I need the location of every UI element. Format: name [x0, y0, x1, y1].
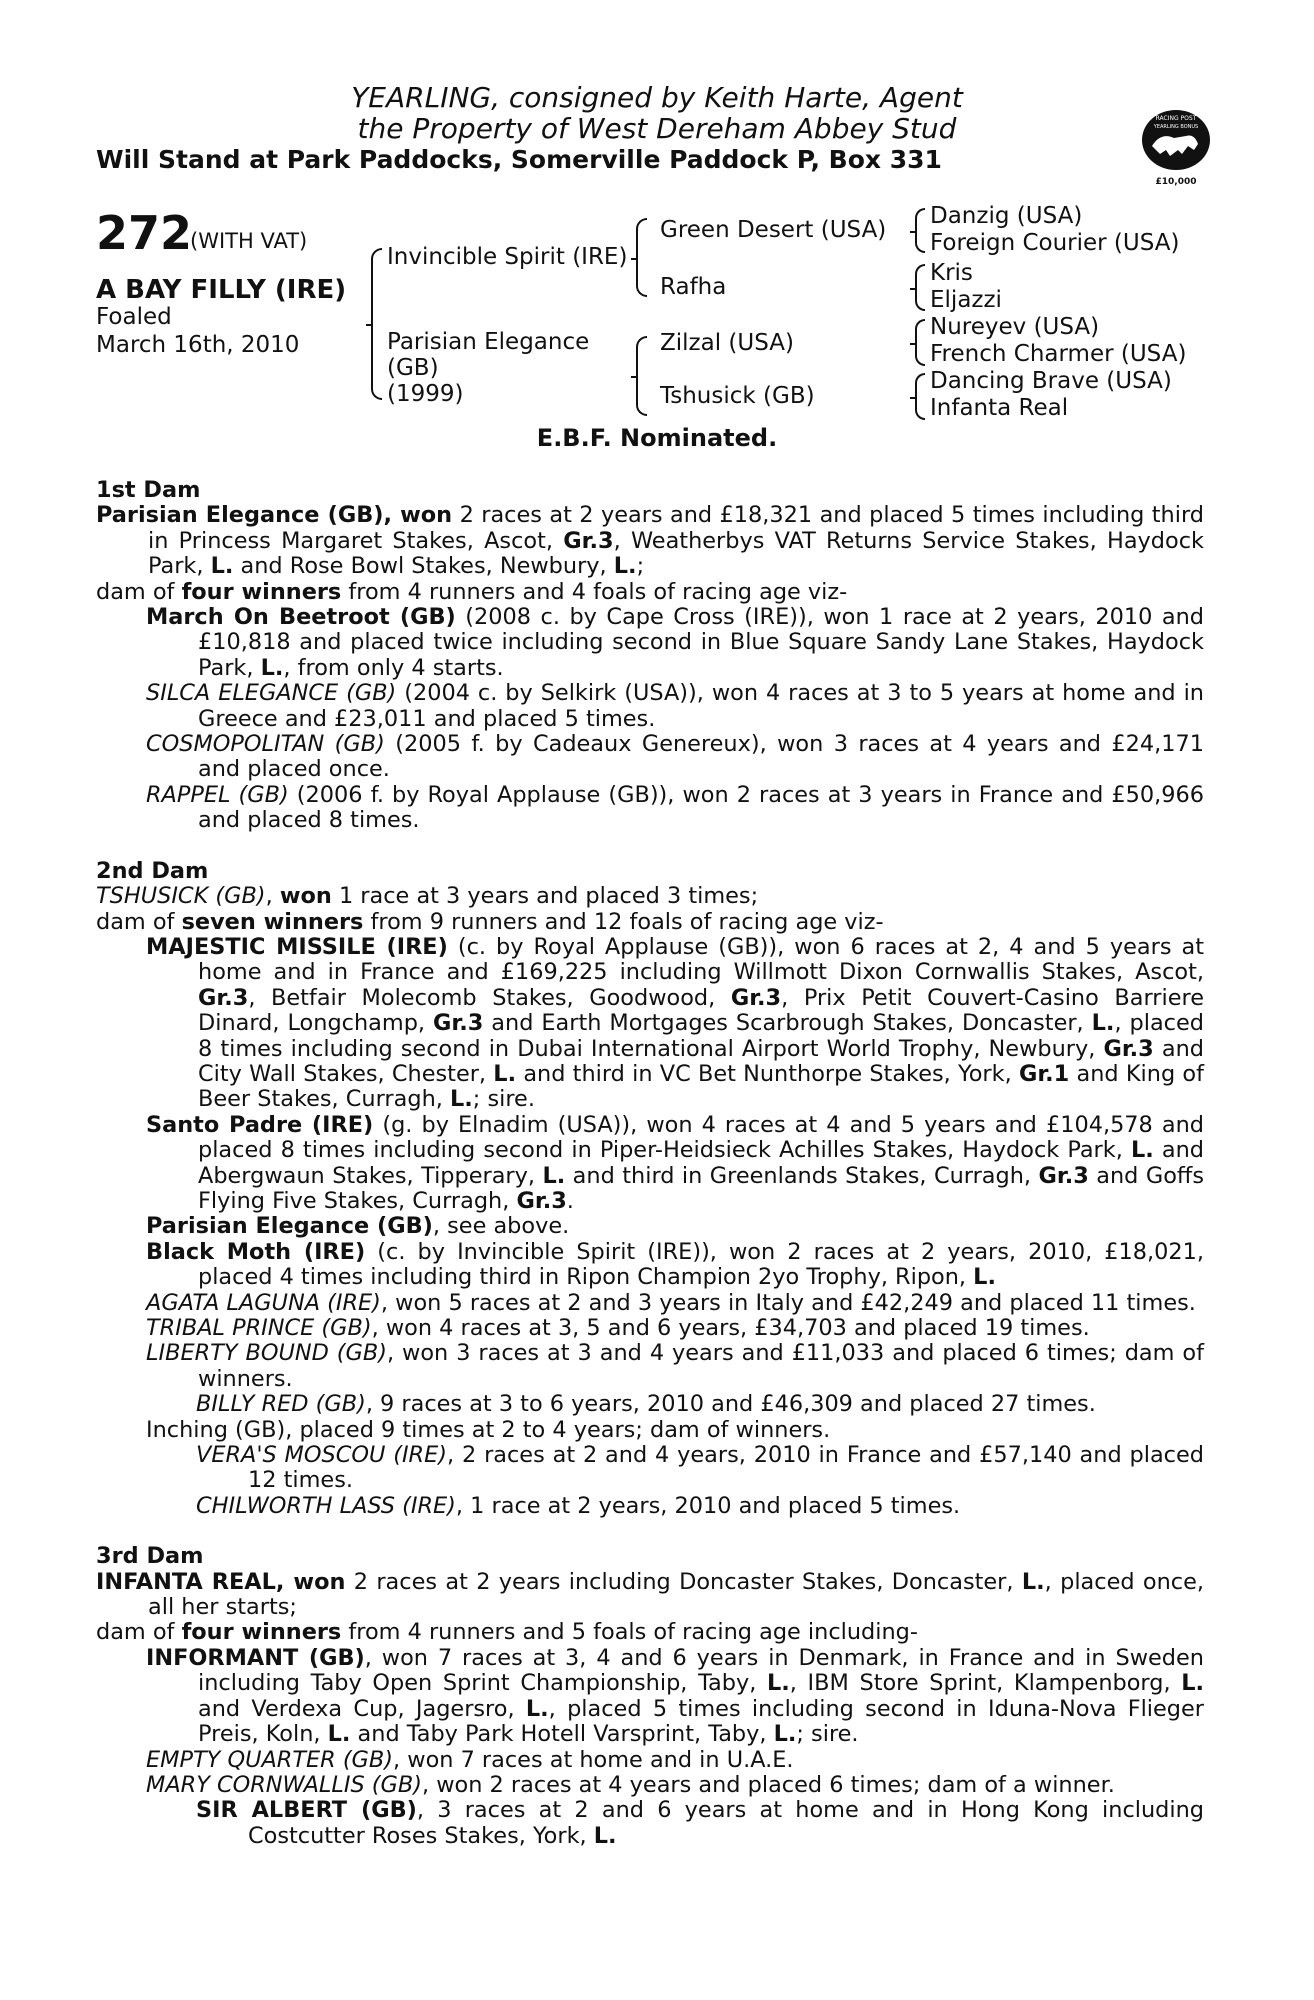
first-dam-heading: 1st Dam [96, 477, 201, 503]
pedigree-dds: Dancing Brave (USA) [930, 368, 1172, 394]
first-dam-entry: Parisian Elegance (GB), won 2 races at 2 years and £18,321 and placed 5 times including third in Princess Margaret Stakes, Ascot, Gr.3, Weatherbys VAT Returns Service Stakes, Haydock Park, L. and Rose Bowl Stakes, Newbury, L.; [96, 502, 1204, 580]
pedigree-dam-origin: (GB) [387, 355, 439, 381]
ebf-nomination: E.B.F. Nominated. [536, 424, 778, 452]
produce-entry: EMPTY QUARTER (GB), won 7 races at home and in U.A.E. [146, 1746, 794, 1773]
produce-entry: MAJESTIC MISSILE (IRE) (c. by Royal Applause (GB)), won 6 races at 2, 4 and 5 years at home and in France and £169,225 including Willmott Dixon Cornwallis Stakes, Ascot, Gr.3, Betfair Molecomb Stakes, Goodwood, Gr.3, Prix Petit Couvert-Casino Barriere Dinard, Longchamp, Gr.3 and Earth Mortgages Scarbrough Stakes, Doncaster, L., placed 8 times including second in Dubai International Airport World Trophy, Newbury, Gr.3 and City Wall Stakes, Chester, L. and third in VC Bet Nunthorpe Stakes, York, Gr.1 and King of Beer Stakes, Curragh, L.; sire. [146, 933, 1204, 1113]
pedigree-sds: Kris [930, 260, 973, 286]
pedigree-dss: Nureyev (USA) [930, 314, 1100, 340]
lot-number: 272 [96, 206, 193, 260]
grand-produce-entry: VERA'S MOSCOU (IRE), 2 races at 2 and 4 years, 2010 in France and £57,140 and placed 12 times. [196, 1442, 1204, 1494]
foaled-date: March 16th, 2010 [96, 332, 300, 358]
header-consignor: YEARLING, consigned by Keith Harte, Agent [351, 81, 963, 114]
header-property: the Property of West Dereham Abbey Stud [357, 112, 957, 145]
pedigree-sire-sire: Green Desert (USA) [660, 217, 887, 243]
pedigree-ddd: Infanta Real [930, 395, 1069, 421]
yearling-bonus-badge-icon [1138, 98, 1214, 190]
produce-entry: Santo Padre (IRE) (g. by Elnadim (USA)), won 4 races at 4 and 5 years and £104,578 and placed 8 times including second in Piper-Heidsieck Achilles Stakes, Haydock Park, L. and Abergwaun Stakes, Tipperary, L. and third in Greenlands Stakes, Curragh, Gr.3 and Goffs Flying Five Stakes, Curragh, Gr.3. [146, 1111, 1204, 1214]
produce-entry: Parisian Elegance (GB), see above. [146, 1213, 570, 1240]
badge-mid-text: YEARLING BONUS [1153, 124, 1199, 130]
pedigree-sdd: Eljazzi [930, 287, 1002, 313]
pedigree-brace-ds [915, 319, 925, 366]
produce-entry: INFORMANT (GB), won 7 races at 3, 4 and 6 years in Denmark, in France and in Sweden including Taby Open Sprint Championship, Taby, L., IBM Store Sprint, Klampenborg, L. and Verdexa Cup, Jagersro, L., placed 5 times including second in Iduna-Nova Flieger Preis, Koln, L. and Taby Park Hotell Varsprint, Taby, L.; sire. [146, 1644, 1204, 1748]
pedigree-brace-sd [915, 264, 925, 311]
lot-vat: (WITH VAT) [190, 229, 308, 253]
header-location: Will Stand at Park Paddocks, Somerville Paddock P, Box 331 [96, 145, 942, 174]
horse-name: A BAY FILLY (IRE) [96, 275, 347, 305]
pedigree-ssd: Foreign Courier (USA) [930, 230, 1180, 256]
third-dam-produce-summary: dam of four winners from 4 runners and 5 foals of racing age including- [96, 1619, 918, 1646]
produce-entry: SILCA ELEGANCE (GB) (2004 c. by Selkirk (USA)), won 4 races at 3 to 5 years at home and in Greece and £23,011 and placed 5 times. [146, 680, 1204, 732]
badge-top-text: RACING POST [1155, 115, 1197, 122]
catalogue-body [96, 478, 1204, 1849]
pedigree-dam-sire: Zilzal (USA) [660, 330, 794, 356]
produce-entry: RAPPEL (GB) (2006 f. by Royal Applause (GB)), won 2 races at 3 years in France and £50,966 and placed 8 times. [146, 781, 1204, 834]
pedigree-dam-dam: Tshusick (GB) [660, 383, 815, 409]
pedigree-brace-main [371, 248, 382, 400]
second-dam-produce-summary: dam of seven winners from 9 runners and 12 foals of racing age viz- [96, 908, 884, 935]
pedigree-dsd: French Charmer (USA) [930, 341, 1187, 367]
pedigree-brace-ss [915, 208, 925, 253]
third-dam-entry: INFANTA REAL, won 2 races at 2 years including Doncaster Stakes, Doncaster, L., placed once, all her starts; [96, 1568, 1204, 1621]
third-dam-heading: 3rd Dam [96, 1543, 204, 1570]
pedigree-dam: Parisian Elegance [387, 329, 590, 355]
produce-entry: Inching (GB), placed 9 times at 2 to 4 years; dam of winners. [146, 1416, 831, 1443]
pedigree-sire-dam: Rafha [660, 274, 727, 300]
produce-entry: March On Beetroot (GB) (2008 c. by Cape Cross (IRE)), won 1 race at 2 years, 2010 and £10,818 and placed twice including second in Blue Square Sandy Lane Stakes, Haydock Park, L., from only 4 starts. [146, 604, 1204, 681]
produce-entry: Black Moth (IRE) (c. by Invincible Spirit (IRE)), won 2 races at 2 years, 2010, £18,021, placed 4 times including third in Ripon Champion 2yo Trophy, Ripon, L. [146, 1238, 1205, 1291]
badge-amount: £10,000 [1155, 177, 1197, 187]
pedigree-brace-dd [915, 373, 925, 420]
first-dam-produce-summary: dam of four winners from 4 runners and 4 foals of racing age viz- [96, 578, 848, 605]
second-dam-heading: 2nd Dam [96, 857, 209, 884]
produce-entry: AGATA LAGUNA (IRE), won 5 races at 2 and 3 years in Italy and £42,249 and placed 11 times. [146, 1289, 1196, 1316]
pedigree-sire: Invincible Spirit (IRE) [387, 244, 628, 270]
pedigree-brace-dam [636, 336, 647, 416]
produce-entry: COSMOPOLITAN (GB) (2005 f. by Cadeaux Genereux), won 3 races at 4 years and £24,171 and placed once. [146, 731, 1204, 783]
produce-entry: LIBERTY BOUND (GB), won 3 races at 3 and 4 years and £11,033 and placed 6 times; dam of winners. [146, 1340, 1204, 1392]
pedigree-dam-year: (1999) [387, 381, 464, 407]
grand-produce-entry: CHILWORTH LASS (IRE), 1 race at 2 years, 2010 and placed 5 times. [196, 1492, 961, 1519]
second-dam-entry: TSHUSICK (GB), won 1 race at 3 years and placed 3 times; [96, 883, 759, 910]
produce-entry: TRIBAL PRINCE (GB), won 4 races at 3, 5 and 6 years, £34,703 and placed 19 times. [146, 1315, 1090, 1341]
foaled-label: Foaled [96, 304, 172, 330]
grand-produce-entry: SIR ALBERT (GB), 3 races at 2 and 6 years at home and in Hong Kong including Costcutter Roses Stakes, York, L. [196, 1797, 1205, 1849]
pedigree-sss: Danzig (USA) [930, 203, 1083, 229]
grand-produce-entry: BILLY RED (GB), 9 races at 3 to 6 years, 2010 and £46,309 and placed 27 times. [196, 1391, 1096, 1418]
produce-entry: MARY CORNWALLIS (GB), won 2 races at 4 years and placed 6 times; dam of a winner. [146, 1771, 1115, 1798]
pedigree-brace-sire [636, 218, 647, 297]
